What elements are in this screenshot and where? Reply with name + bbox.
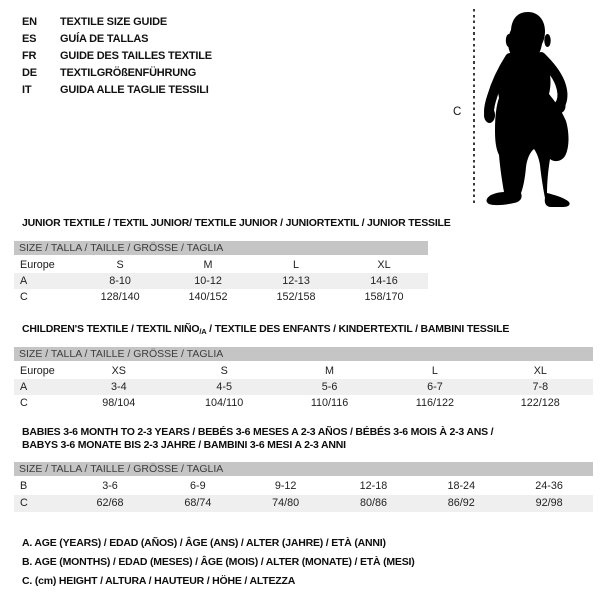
language-title: GUIDA ALLE TAGLIE TESSILI bbox=[60, 83, 209, 96]
language-row bbox=[22, 13, 212, 30]
table-row bbox=[14, 273, 428, 289]
value-cell: XL bbox=[533, 365, 547, 377]
table-row bbox=[14, 395, 593, 411]
value-cell: 104/110 bbox=[205, 397, 244, 409]
table-row bbox=[14, 495, 593, 512]
row-label-cell: Europe bbox=[20, 365, 55, 377]
value-cell: 158/170 bbox=[364, 291, 404, 303]
value-cell: 3-4 bbox=[110, 381, 127, 393]
value-cell: 110/116 bbox=[310, 397, 349, 409]
table-title-line: BABYS 3-6 MONATE BIS 2-3 JAHRE / BAMBINI 3-6 MESI A 2-3 ANNI bbox=[22, 439, 346, 451]
value-cell: 140/152 bbox=[188, 291, 228, 303]
language-row bbox=[22, 30, 212, 47]
value-cell: 12-18 bbox=[359, 480, 388, 492]
language-title: TEXTILE SIZE GUIDE bbox=[60, 15, 168, 28]
value-cell: 12-13 bbox=[282, 275, 310, 287]
value-cell: 152/158 bbox=[276, 291, 316, 303]
row-label-cell: B bbox=[20, 480, 28, 492]
value-cell: 6-7 bbox=[427, 381, 443, 393]
table-row bbox=[14, 362, 593, 379]
value-cell: 6-9 bbox=[190, 480, 206, 492]
value-cell: 98/104 bbox=[102, 397, 136, 409]
language-code: DE bbox=[22, 66, 37, 79]
row-label-cell: C bbox=[20, 397, 28, 409]
table-row bbox=[14, 256, 428, 273]
value-cell: 18-24 bbox=[447, 480, 476, 492]
row-label-cell: A bbox=[20, 381, 28, 393]
value-cell: 5-6 bbox=[321, 381, 338, 393]
height-marker-label: C bbox=[453, 106, 462, 118]
value-cell: 3-6 bbox=[102, 480, 118, 492]
value-cell: 74/80 bbox=[272, 497, 300, 509]
language-row bbox=[22, 64, 212, 81]
language-code: ES bbox=[22, 32, 37, 45]
value-cell: 8-10 bbox=[109, 275, 131, 287]
row-label-cell: C bbox=[20, 497, 28, 509]
value-cell: M bbox=[203, 259, 213, 271]
height-dashed-line bbox=[473, 9, 475, 206]
babies-textile-table bbox=[14, 426, 593, 512]
row-label-cell: Europe bbox=[20, 259, 55, 271]
language-row bbox=[22, 47, 212, 64]
value-cell: 10-12 bbox=[194, 275, 222, 287]
language-title: GUÍA DE TALLAS bbox=[60, 32, 149, 45]
table-row bbox=[14, 379, 593, 395]
size-table-grid bbox=[14, 241, 428, 305]
value-cell: 128/140 bbox=[100, 291, 140, 303]
size-header-cell: SIZE / TALLA / TAILLE / GRÖSSE / TAGLIA bbox=[14, 347, 593, 362]
size-table-grid bbox=[14, 347, 593, 411]
row-label-cell: A bbox=[20, 275, 28, 287]
value-cell: 80/86 bbox=[359, 497, 387, 509]
footnote-line: B. AGE (MONTHS) / EDAD (MESES) / ÂGE (MOIS) / ALTER (MONATE) / ETÀ (MESI) bbox=[22, 556, 415, 568]
footnote-line: A. AGE (YEARS) / EDAD (AÑOS) / ÂGE (ANS) / ALTER (JAHRE) / ETÀ (ANNI) bbox=[22, 537, 386, 549]
value-cell: XL bbox=[377, 259, 391, 271]
table-row bbox=[14, 289, 428, 305]
value-cell: 86/92 bbox=[447, 497, 475, 509]
hand-left bbox=[484, 107, 495, 123]
value-cell: 62/68 bbox=[96, 497, 124, 509]
value-cell: S bbox=[116, 259, 124, 271]
junior-textile-table bbox=[14, 217, 451, 305]
value-cell: L bbox=[293, 259, 300, 271]
value-cell: 4-5 bbox=[216, 381, 232, 393]
value-cell: 7-8 bbox=[532, 381, 549, 393]
toddler-silhouette bbox=[483, 9, 571, 209]
value-cell: 116/122 bbox=[415, 397, 455, 409]
value-cell: M bbox=[325, 365, 335, 377]
footnote-list bbox=[22, 534, 415, 591]
language-code: EN bbox=[22, 15, 37, 28]
table-title bbox=[22, 217, 451, 230]
language-title: TEXTILGRÖßENFÜHRUNG bbox=[60, 66, 197, 79]
table-title-line: CHILDREN'S TEXTILE / TEXTIL NIÑO/A / TEXTILE DES ENFANTS / KINDERTEXTIL / BAMBINI TESSILE bbox=[22, 323, 510, 336]
value-cell: 122/128 bbox=[520, 397, 560, 409]
ear-right bbox=[544, 34, 550, 47]
value-cell: 24-36 bbox=[535, 480, 563, 492]
table-title bbox=[22, 323, 593, 338]
value-cell: 68/74 bbox=[184, 497, 212, 509]
table-row bbox=[14, 477, 593, 495]
size-header-cell: SIZE / TALLA / TAILLE / GRÖSSE / TAGLIA bbox=[14, 241, 428, 256]
language-title-list bbox=[22, 13, 212, 98]
table-title-line: JUNIOR TEXTILE / TEXTIL JUNIOR/ TEXTILE JUNIOR / JUNIORTEXTIL / JUNIOR TESSILE bbox=[22, 217, 451, 229]
size-header-cell: SIZE / TALLA / TAILLE / GRÖSSE / TAGLIA bbox=[14, 462, 593, 477]
title-subscript: /A bbox=[199, 327, 207, 336]
language-code: FR bbox=[22, 49, 37, 62]
value-cell: 92/98 bbox=[535, 497, 563, 509]
table-title-line: BABIES 3-6 MONTH TO 2-3 YEARS / BEBÉS 3-6 MESES A 2-3 AÑOS / BÉBÉS 3-6 MOIS À 2-3 ANS / bbox=[22, 426, 494, 438]
value-cell: S bbox=[220, 365, 228, 377]
footnote-line: C. (cm) HEIGHT / ALTURA / HAUTEUR / HÖHE / ALTEZZA bbox=[22, 575, 296, 587]
hand-right bbox=[555, 99, 566, 113]
value-cell: XS bbox=[111, 365, 126, 377]
table-title bbox=[22, 426, 593, 452]
language-title: GUIDE DES TAILLES TEXTILE bbox=[60, 49, 212, 62]
size-table-grid bbox=[14, 462, 593, 512]
value-cell: L bbox=[431, 365, 438, 377]
value-cell: 9-12 bbox=[274, 480, 297, 492]
childrens-textile-table bbox=[14, 323, 593, 411]
language-row bbox=[22, 81, 212, 98]
row-label-cell: C bbox=[20, 291, 28, 303]
language-code: IT bbox=[22, 83, 32, 96]
value-cell: 14-16 bbox=[370, 275, 398, 287]
